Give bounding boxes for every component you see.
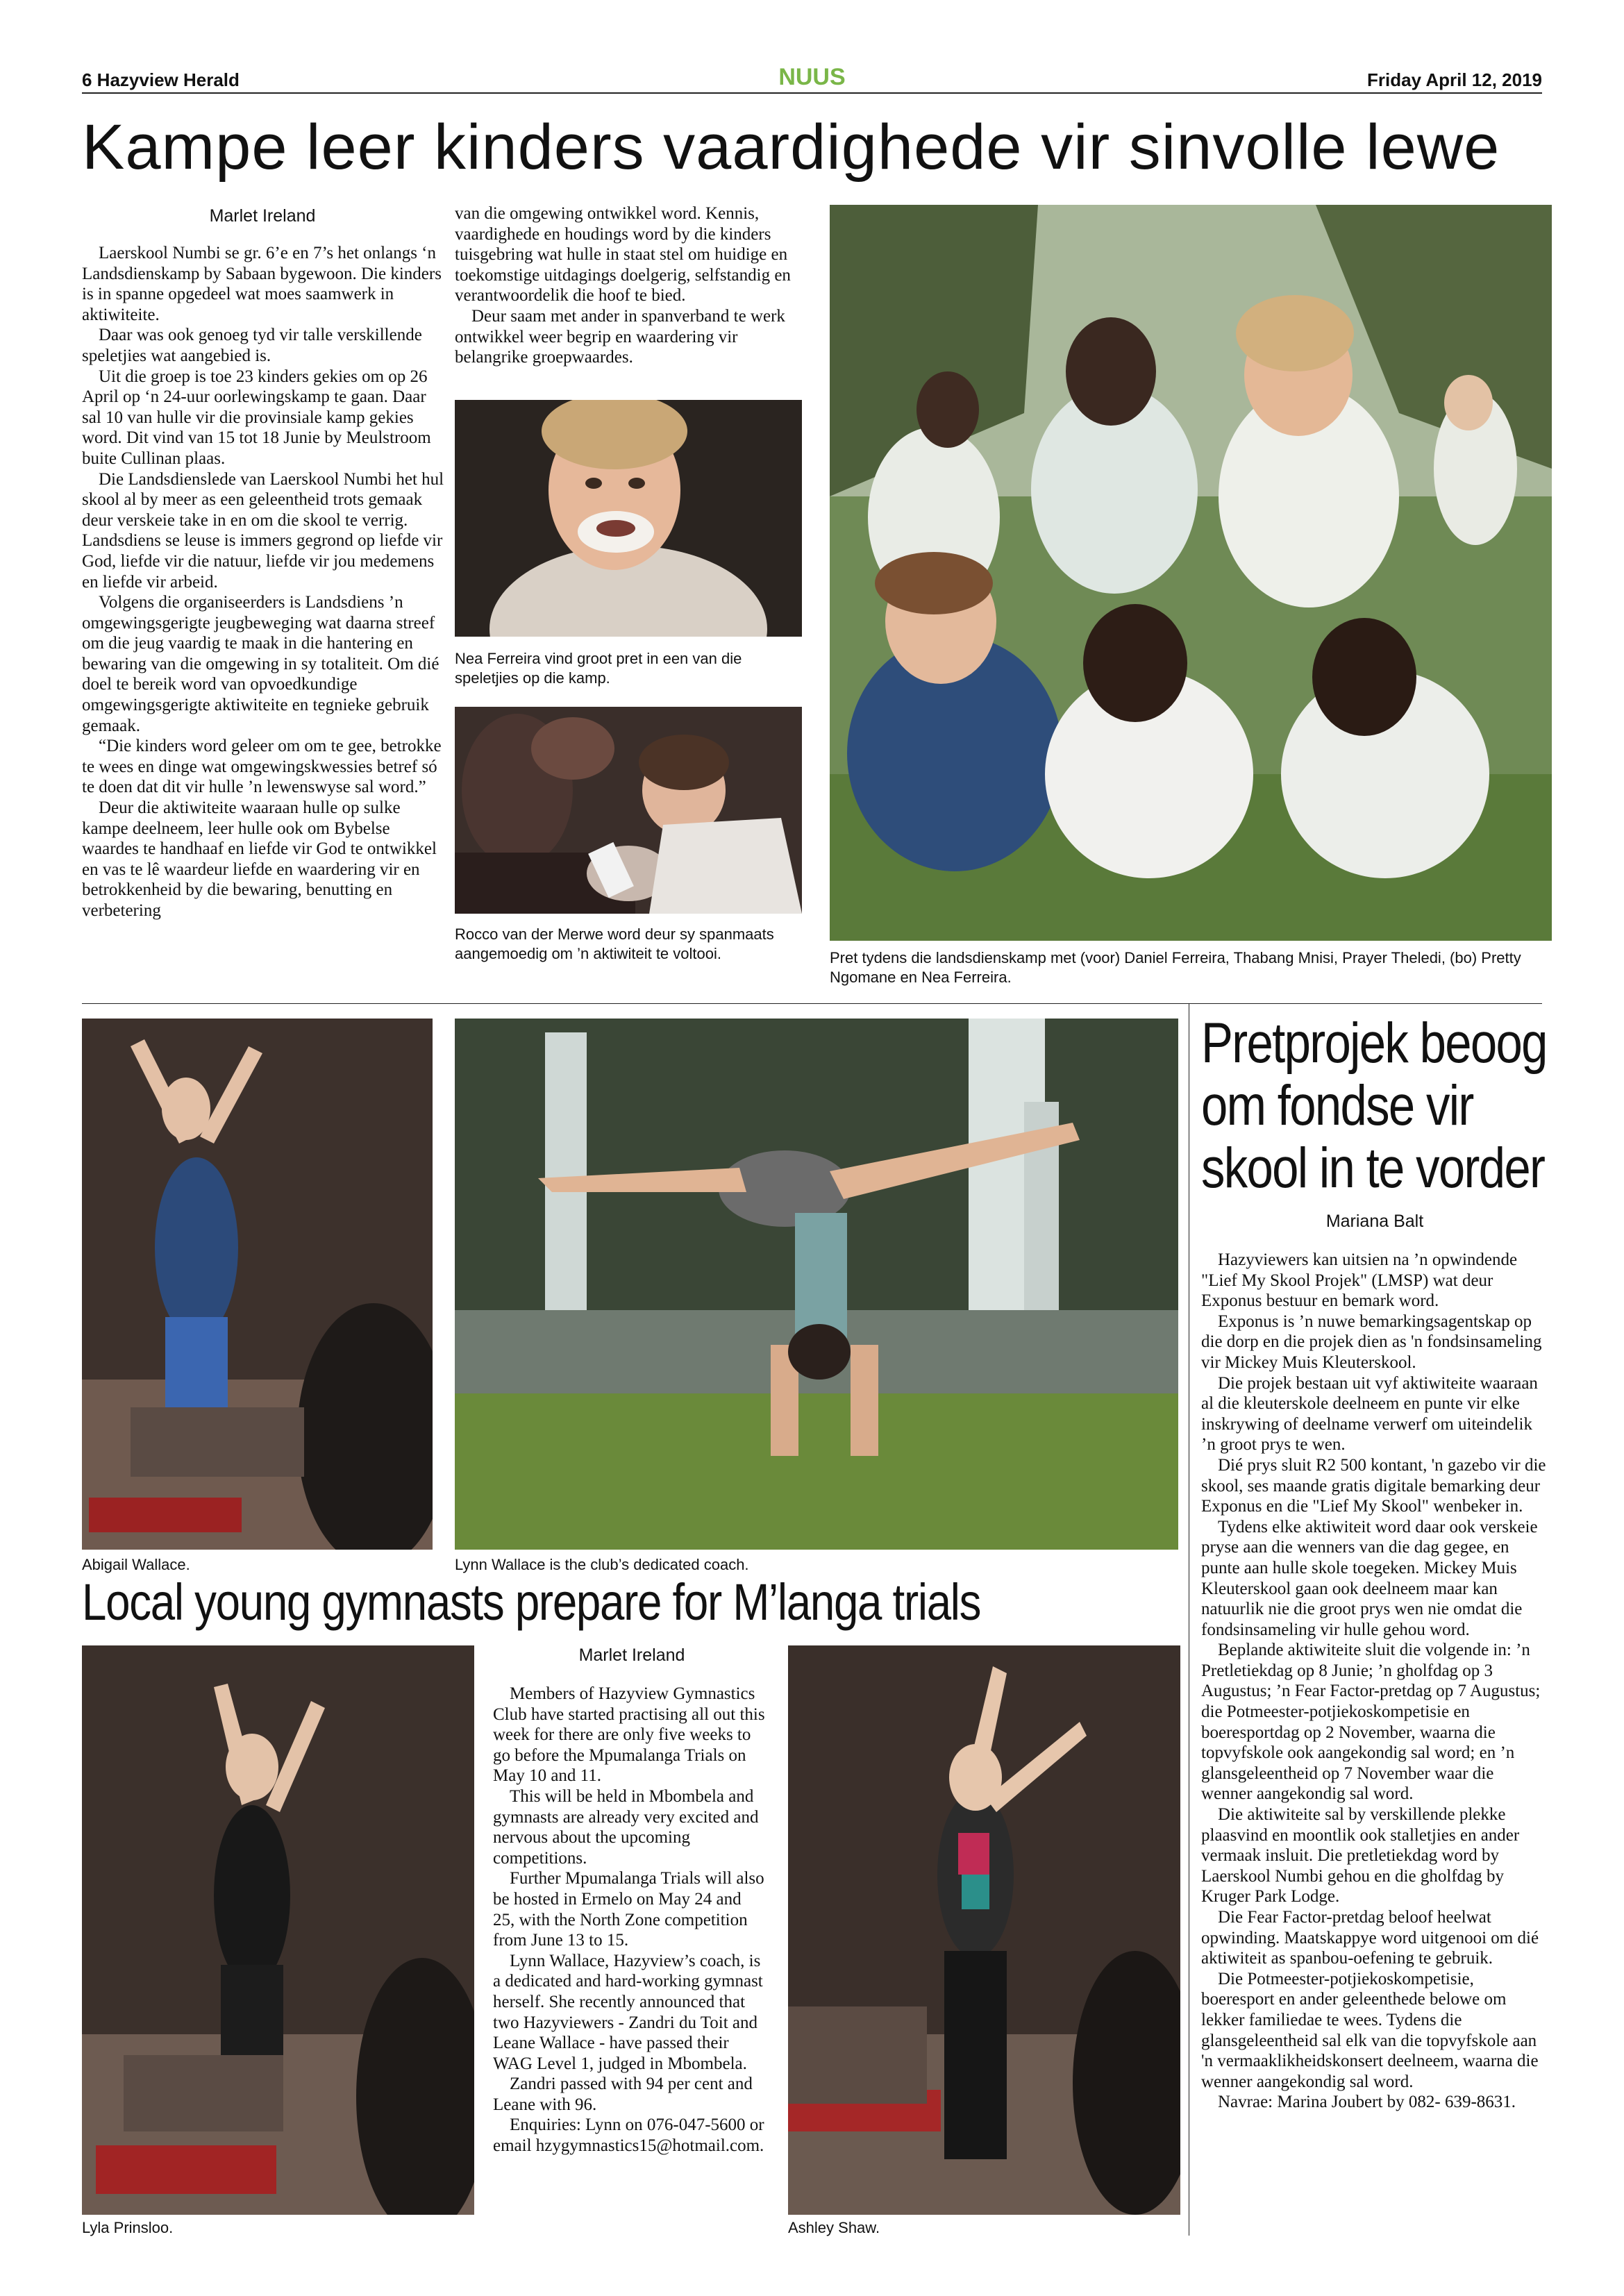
story1-paragraph: Die Landsdienslede van Laerskool Numbi het hul skool al by meer as een geleentheid trots gemaak deur verskeie take in en om die skool te verrig. Landsdiens se leuse is immers gegrond op liefde vir God, liefde vir die natuur, liefde vir jou medemens en liefde vir arbeid. <box>82 469 444 592</box>
story1-paragraph: Laerskool Numbi se gr. 6’e en 7’s het onlangs ‘n Landsdienskamp by Sabaan bygewoon. Die kinders is in spanne opgedeel wat moes saamwerk in aktiwiteite. <box>82 244 442 324</box>
caption-ashley: Ashley Shaw. <box>788 2219 880 2236</box>
story3-paragraph: Tydens elke aktiwiteit word daar ook verskeie pryse aan die wenners van die dag gegee, en punte aan hulle skole toegeken. Mickey Muis Kleuterskool gaan ook deelneem maar kan natuurlik nie die groot prys wen nie omdat die fondsinsameling vir hulle gehou word. <box>1201 1517 1538 1639</box>
photo-lyla-prinsloo[interactable] <box>82 1645 474 2215</box>
story3-paragraph: Die projek bestaan uit vyf aktiwiteite waaraan al die kleuterskole deelneem en punte vir elke inskrywing of deelname verwerf om uiteindelik ’n groot prys te wen. <box>1201 1373 1538 1455</box>
issue-date: Friday April 12, 2019 <box>1367 69 1542 90</box>
story3-paragraph: Die aktiwiteite sal by verskillende plekke plaasvind en moontlik ook stalletjies en ander vermaak insluit. Die pretletiekdag word by Laerskool Numbi gehou en die gholfdag by Kruger Park Lodge. <box>1201 1805 1520 1907</box>
story1-paragraph: Daar was ook genoeg tyd vir talle verskillende speletjies wat aangebied is. <box>82 326 422 365</box>
story2-paragraph: Lynn Wallace, Hazyview’s coach, is a dedicated and hard-working gymnast herself. She recently announced that two Hazyviewers - Zandri du Toit and Leane Wallace - have passed their WAG Level 1, judged in Mbombela. <box>493 1951 763 2073</box>
story3-paragraph: Die Fear Factor-pretdag beloof heelwat opwinding. Maatskappye word uitgenooi om dié aktiwiteit as spanbou-oefening te gebruik. <box>1201 1908 1539 1968</box>
story3-headline-line-1: Pretprojek beoog <box>1201 1012 1547 1075</box>
story2-paragraph: Enquiries: Lynn on 076-047-5600 or email hzygymnastics15@hotmail.com. <box>493 2115 764 2156</box>
story1-headline[interactable]: Kampe leer kinders vaardighede vir sinvolle lewe <box>82 112 1500 183</box>
story3-paragraph: Beplande aktiwiteite sluit die volgende in: ’n Pretletiekdag op 8 Junie; ’n gholfdag op 3 Augustus; ’n Fear Factor-pretdag op 7 Augustus; die Potmeester-potjiekoskompetisie en boeresportdag op 2 November, waarna die topvyfskole ook aangekondig sal word; en ’n glansgeleentheid op 7 November waar die wenner aangekondig sal word. <box>1201 1641 1541 1804</box>
photo-nea-ferreira[interactable] <box>455 400 802 637</box>
story3-paragraph: Hazyviewers kan uitsien na ’n opwindende "Lief My Skool Projek" (LMSP) wat deur Exponus bestuur en bemark word. <box>1201 1250 1518 1311</box>
story3-paragraph: Die Potmeester-potjiekoskompetisie, boeresport en ander geleenthede belowe om lekker familiedae te wees. Tydens die glansgeleentheid sal elk van die topvyfskole aan 'n vermaaklikheidskonsert deelneem, waarna die wenner aangekondig sal word. <box>1201 1969 1539 2091</box>
photo-lynn-wallace[interactable] <box>455 1019 1178 1550</box>
photo-rocco-van-der-merwe[interactable] <box>455 707 802 914</box>
photo-ashley-shaw[interactable] <box>788 1645 1180 2215</box>
caption-nea: Nea Ferreira vind groot pret in een van die speletjies op die kamp. <box>455 650 742 687</box>
story3-body <box>1201 1250 1548 2113</box>
photo-abigail-wallace[interactable] <box>82 1019 433 1550</box>
story3-headline[interactable] <box>1201 1012 1548 1200</box>
story3-paragraph: Navrae: Marina Joubert by 082- 639-8631. <box>1218 2093 1516 2112</box>
story1-paragraph: Volgens die organiseerders is Landsdiens ’n omgewingsgerigte jeugbeweging wat daarna streef om die jeug vaardig te maak in die hantering en bewaring van die omgewing in sy totaliteit. Om dié doel te bereik word van opvoedkundige omgewingsgerigte aktiwiteite en tegnieke gebruik gemaak. <box>82 593 440 735</box>
story2-paragraph: Zandri passed with 94 per cent and Leane with 96. <box>493 2075 753 2114</box>
story1-byline: Marlet Ireland <box>209 206 316 226</box>
story2-body <box>493 1684 767 2156</box>
story1-column-1 <box>82 243 444 921</box>
caption-rocco: Rocco van der Merwe word deur sy spanmaats aangemoedig om ’n aktiwiteit te voltooi. <box>455 925 774 962</box>
story1-paragraph: Deur saam met ander in spanverband te werk ontwikkel weer begrip en waardering vir belangrike groepwaardes. <box>455 306 785 367</box>
story3-paragraph: Dié prys sluit R2 500 kontant, 'n gazebo vir die skool, ses maande gratis digitale bemarking deur Exponus en die "Lief My Skool" wenbeker in. <box>1201 1455 1546 1516</box>
story2-paragraph: This will be held in Mbombela and gymnasts are already very excited and nervous about the upcoming competitions. <box>493 1786 759 1868</box>
section-divider <box>82 1003 1542 1004</box>
header-rule <box>82 92 1542 94</box>
story2-paragraph: Members of Hazyview Gymnastics Club have started practising all out this week for there are only five weeks to go before the Mpumalanga Trials on May 10 and 11. <box>493 1684 765 1786</box>
story1-paragraph: Uit die groep is toe 23 kinders gekies om op 26 April op ‘n 24-uur oorlewingskamp te gaan. Daar sal 10 van hulle vir die provinsiale kamp gekies word. Dit vind van 15 tot 18 Junie by Meulstroom buite Cullinan plaas. <box>82 367 431 468</box>
story2-byline: Marlet Ireland <box>578 1645 685 1665</box>
story3-paragraph: Exponus is ’n nuwe bemarkingsagentskap op die dorp en die projek dien as 'n fondsinsameling vir Mickey Muis Kleuterskool. <box>1201 1312 1542 1372</box>
story1-paragraph: Deur die aktiwiteite waaraan hulle op sulke kampe deelneem, leer hulle ook om Bybelse waardes te handhaaf en liefde vir God te ontwikkel en vas te lê waardeur liefde en waardering vir en betrokkenheid by die bewaring, benutting en verbetering <box>82 798 437 920</box>
caption-lynn: Lynn Wallace is the club’s dedicated coach. <box>455 1556 749 1573</box>
caption-lyla: Lyla Prinsloo. <box>82 2219 174 2236</box>
section-label: NUUS <box>778 64 846 90</box>
story1-paragraph: van die omgewing ontwikkel word. Kennis, vaardighede en houdings word by die kinders tuisgebring wat hulle in staat stel om huidige en toekomstige uitdagings doelgerig, selfstandig en verantwoordelik die hoof te bied. <box>455 204 791 305</box>
caption-abigail: Abigail Wallace. <box>82 1556 190 1573</box>
story3-byline: Mariana Balt <box>1325 1212 1424 1231</box>
story1-column-2 <box>455 203 802 368</box>
caption-group: Pret tydens die landsdienskamp met (voor) Daniel Ferreira, Thabang Mnisi, Prayer Theledi, (bo) Pretty Ngomane en Nea Ferreira. <box>830 949 1521 986</box>
story1-paragraph: “Die kinders word geleer om om te gee, betrokke te wees en dinge wat omgewingskwessies betref só te doen dat dit vir hulle ’n lewenswyse sal word.” <box>82 737 442 797</box>
photo-landsdienskamp-group[interactable] <box>830 205 1552 941</box>
story2-paragraph: Further Mpumalanga Trials will also be hosted in Ermelo on May 24 and 25, with the North Zone competition from June 13 to 15. <box>493 1869 764 1950</box>
story3-headline-line-3: skool in te vorder <box>1201 1137 1545 1200</box>
page-number-label: 6 Hazyview Herald <box>82 69 240 90</box>
story3-headline-line-2: om fondse vir <box>1201 1074 1473 1137</box>
story2-headline[interactable]: Local young gymnasts prepare for M’langa trials <box>82 1573 981 1631</box>
